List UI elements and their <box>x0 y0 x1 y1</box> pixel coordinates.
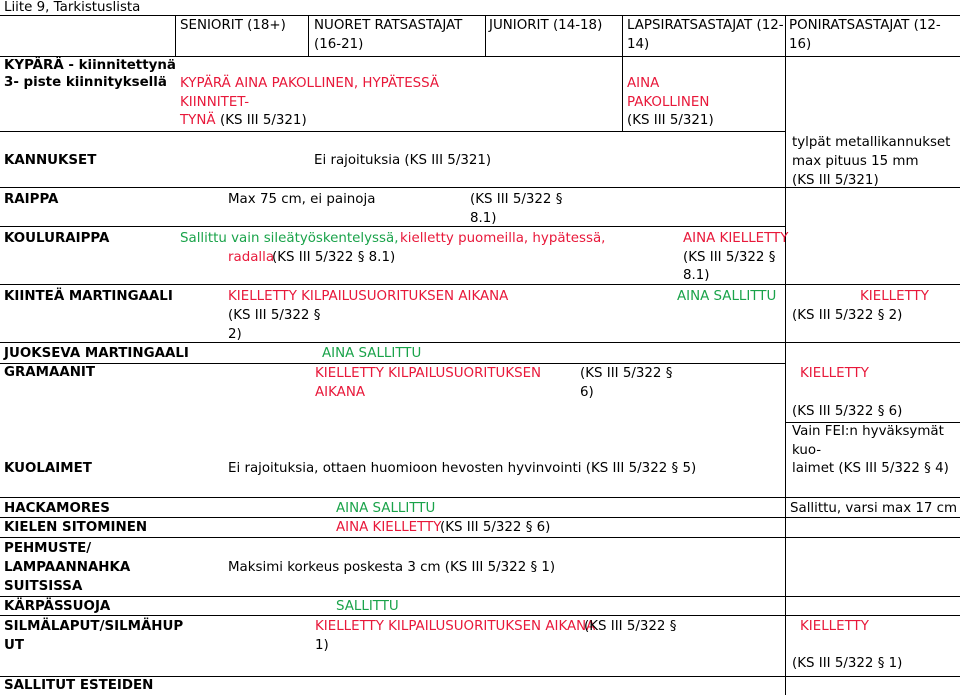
row-divider <box>0 615 960 616</box>
row-label-raippa: RAIPPA <box>4 192 59 207</box>
row-divider <box>0 131 785 132</box>
juokseva-main: AINA SALLITTU <box>322 346 422 361</box>
kouluraippa-lapsi-line2: (KS III 5/322 § <box>683 250 776 265</box>
row-label-kypara-line1: KYPÄRÄ - kiinnitettynä <box>4 58 176 73</box>
kiintea-main-line3: 2) <box>228 327 242 342</box>
row-label-silmalaput-line2: UT <box>4 638 25 653</box>
row-label-karpassuoja: KÄRPÄSSUOJA <box>4 599 111 614</box>
row-label-pehmuste-line2: LAMPAANNAHKA <box>4 560 131 575</box>
gramaanit-ref-line2: 6) <box>580 385 594 400</box>
header-poni-line1: PONIRATSASTAJAT (12- <box>789 18 941 33</box>
kiintea-poni-line1: KIELLETTY <box>860 289 929 304</box>
kypara-main-line1: KYPÄRÄ AINA PAKOLLINEN, HYPÄTESSÄ <box>180 76 440 91</box>
kouluraippa-lapsi-line3: 8.1) <box>683 268 710 283</box>
raippa-main: Max 75 cm, ei painoja <box>228 192 376 207</box>
kannukset-poni-line2: max pituus 15 mm <box>792 154 919 169</box>
silmalaput-main-ref: (KS III 5/322 § <box>584 619 677 634</box>
kannukset-poni-line1: tylpät metallikannukset <box>792 135 951 150</box>
kannukset-main: Ei rajoituksia (KS III 5/321) <box>314 153 492 168</box>
row-label-hackamores: HACKAMORES <box>4 501 110 516</box>
kannukset-poni-line3: (KS III 5/321) <box>792 173 879 188</box>
kuolaimet-main: Ei rajoituksia, ottaen huomioon hevosten hyvinvointi (KS III 5/322 § 5) <box>228 461 697 476</box>
kypara-main-ref: (KS III 5/321) <box>220 113 307 128</box>
kouluraippa-main-ref: (KS III 5/322 § 8.1) <box>272 250 396 265</box>
silmalaput-poni-line2: (KS III 5/322 § 1) <box>792 656 903 671</box>
header-juniorit: JUNIORIT (14-18) <box>489 18 603 33</box>
row-label-kypara-line2: 3- piste kiinnityksellä <box>4 75 167 90</box>
column-divider <box>175 15 176 56</box>
document-title: Liite 9, Tarkistuslista <box>4 0 141 15</box>
gramaanit-poni-line1: KIELLETTY <box>800 366 869 381</box>
silmalaput-main-forbidden: KIELLETTY KILPAILUSUORITUKSEN AIKANA <box>315 619 596 634</box>
row-label-sallitut-esteiden: SALLITUT ESTEIDEN <box>4 678 154 693</box>
header-lapsi-line2: 14) <box>627 37 650 52</box>
row-divider <box>0 284 960 285</box>
kouluraippa-main-forbidden: kielletty puomeilla, hypätessä, <box>400 231 606 246</box>
row-divider <box>0 342 960 343</box>
column-divider <box>622 15 623 131</box>
header-poni-line2: 16) <box>789 37 812 52</box>
kypara-main-line3: TYNÄ <box>180 113 216 128</box>
row-label-pehmuste-line1: PEHMUSTE/ <box>4 541 92 556</box>
column-divider <box>485 15 486 56</box>
kuolaimet-poni-line3: laimet (KS III 5/322 § 4) <box>792 461 949 476</box>
header-nuoret-line1: NUORET RATSASTAJAT <box>314 18 463 33</box>
gramaanit-main-line1: KIELLETTY KILPAILUSUORITUKSEN <box>315 366 542 381</box>
column-divider <box>785 15 786 695</box>
row-label-kiintea-martingaali: KIINTEÄ MARTINGAALI <box>4 289 173 304</box>
row-label-gramaanit: GRAMAANIT <box>4 365 96 380</box>
gramaanit-main-line2: AIKANA <box>315 385 365 400</box>
kypara-main-line2: KIINNITET- <box>180 95 250 110</box>
row-divider <box>0 226 785 227</box>
kiintea-lapsi: AINA SALLITTU <box>677 289 777 304</box>
kypara-lapsi-line2: PAKOLLINEN <box>627 95 710 110</box>
kouluraippa-lapsi-line1: AINA KIELLETTY <box>683 231 789 246</box>
kypara-lapsi-ref: (KS III 5/321) <box>627 113 714 128</box>
column-divider <box>308 15 309 56</box>
silmalaput-poni-line1: KIELLETTY <box>800 619 869 634</box>
raippa-ref-line2: 8.1) <box>470 211 497 226</box>
header-seniorit: SENIORIT (18+) <box>180 18 286 33</box>
row-label-kielen-sitominen: KIELEN SITOMINEN <box>4 520 148 535</box>
kielen-main-forbidden: AINA KIELLETTY <box>336 520 442 535</box>
kypara-lapsi-line1: AINA <box>627 76 660 91</box>
kouluraippa-main-allowed: Sallittu vain sileätyöskentelyssä, <box>180 231 399 246</box>
pehmuste-main: Maksimi korkeus poskesta 3 cm (KS III 5/322 § 1) <box>228 560 556 575</box>
row-divider <box>0 497 960 498</box>
row-label-silmalaput-line1: SILMÄLAPUT/SILMÄHUP <box>4 619 184 634</box>
row-label-kouluraippa: KOULURAIPPA <box>4 231 110 246</box>
header-lapsi-line1: LAPSIRATSASTAJAT (12- <box>627 18 784 33</box>
kuolaimet-poni-line1: Vain FEI:n hyväksymät <box>792 424 944 439</box>
header-nuoret-line2: (16-21) <box>314 37 364 52</box>
raippa-ref-line1: (KS III 5/322 § <box>470 192 563 207</box>
silmalaput-main-ref-line2: 1) <box>315 638 329 653</box>
hackamores-main: AINA SALLITTU <box>336 501 436 516</box>
kielen-main-ref: (KS III 5/322 § 6) <box>440 520 551 535</box>
row-label-juokseva-martingaali: JUOKSEVA MARTINGAALI <box>4 346 189 361</box>
gramaanit-poni-line2: (KS III 5/322 § 6) <box>792 404 903 419</box>
row-divider <box>0 537 960 538</box>
kiintea-poni-line2: (KS III 5/322 § 2) <box>792 308 903 323</box>
karpassuoja-main: SALLITTU <box>336 599 399 614</box>
hackamores-poni: Sallittu, varsi max 17 cm <box>790 501 958 516</box>
kiintea-main-line2: (KS III 5/322 § <box>228 308 321 323</box>
row-label-kuolaimet: KUOLAIMET <box>4 461 92 476</box>
row-divider <box>0 596 960 597</box>
gramaanit-ref-line1: (KS III 5/322 § <box>580 366 673 381</box>
kiintea-main-line1: KIELLETTY KILPAILUSUORITUKSEN AIKANA <box>228 289 509 304</box>
row-label-pehmuste-line3: SUITSISSA <box>4 579 83 594</box>
kouluraippa-main-radalla: radalla <box>228 250 275 265</box>
row-label-kannukset: KANNUKSET <box>4 153 97 168</box>
kuolaimet-poni-line2: kuo- <box>792 443 822 458</box>
